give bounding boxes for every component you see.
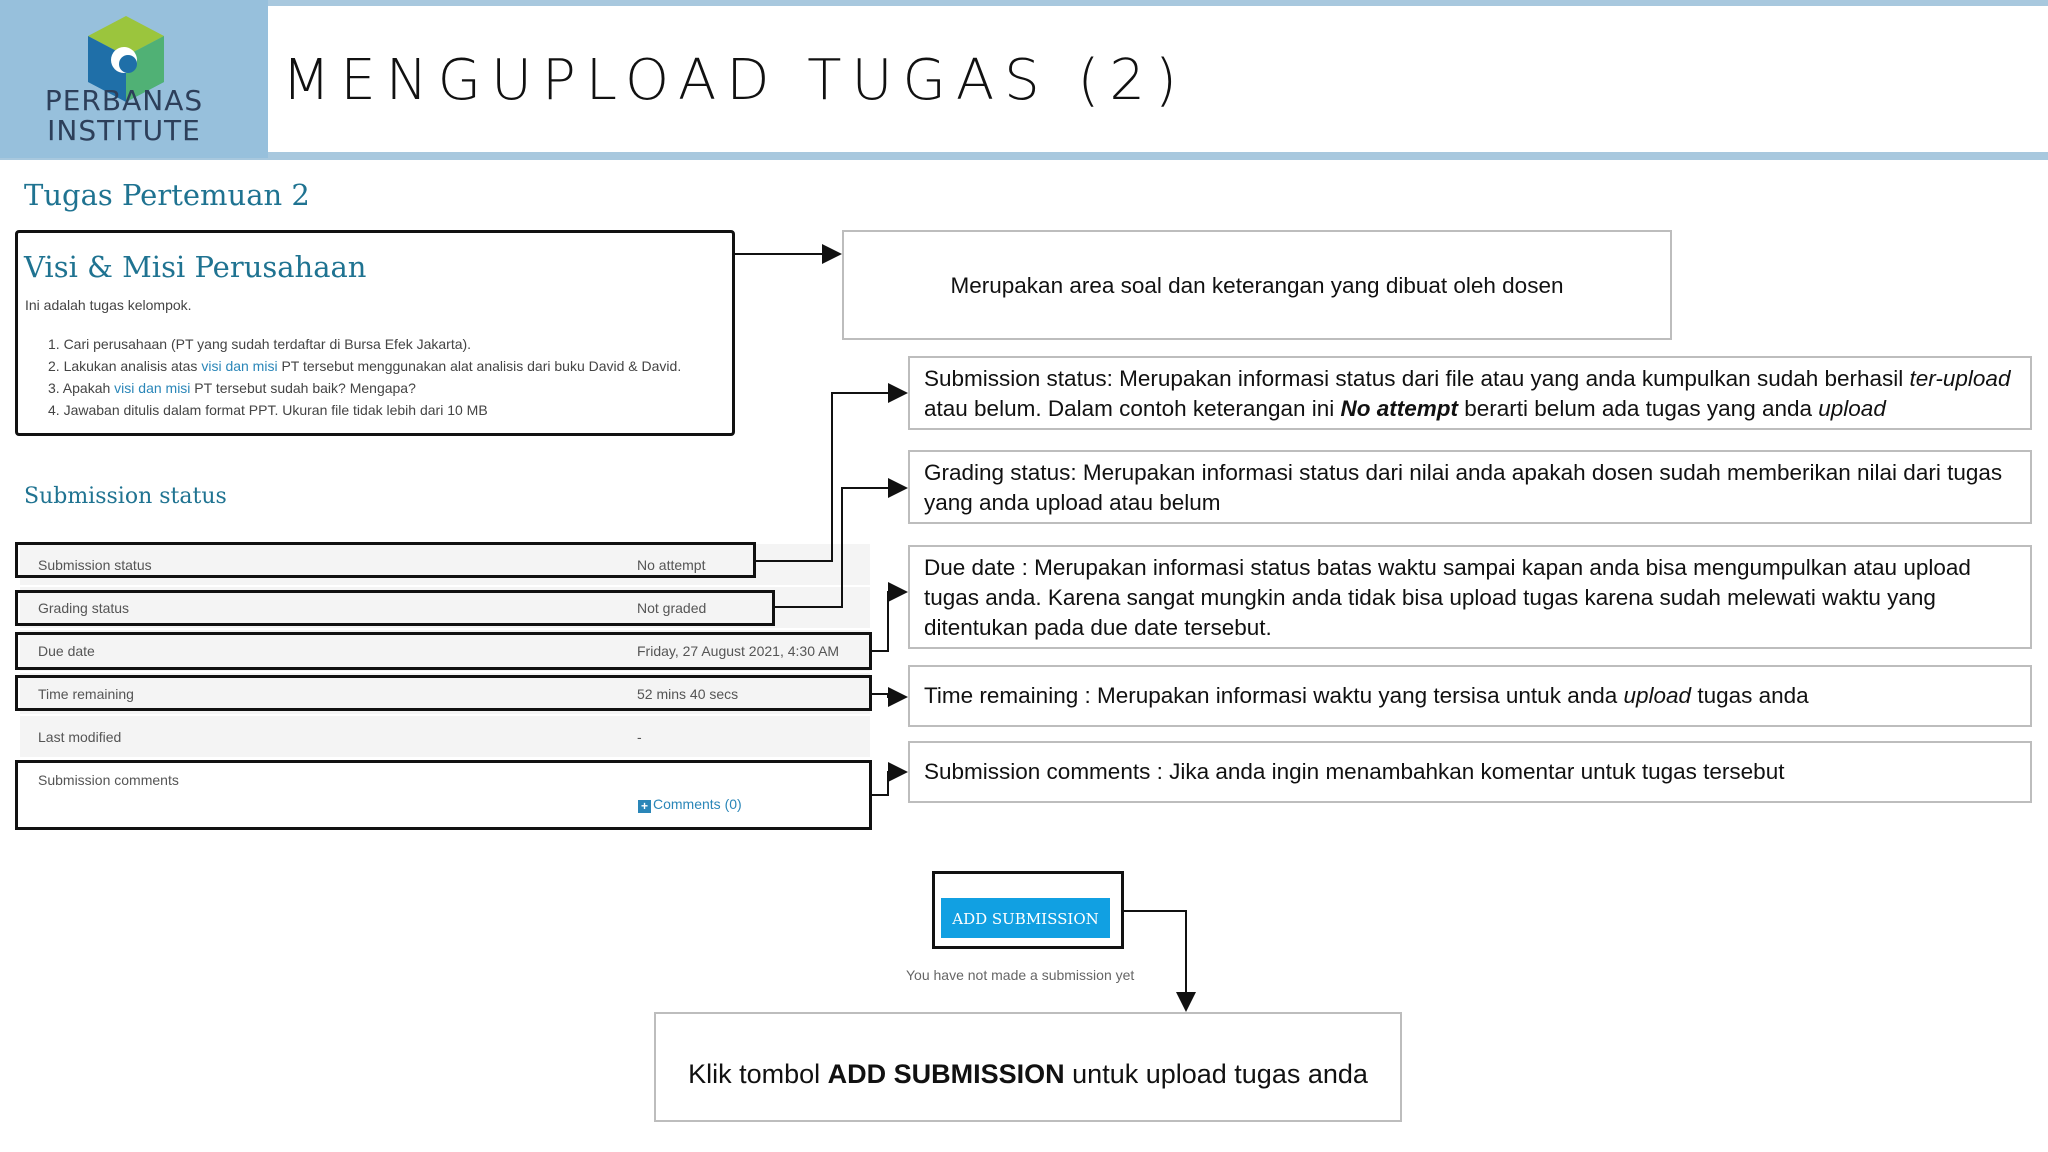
visi-misi-link[interactable]: visi dan misi — [201, 358, 278, 374]
task-item: 4. Jawaban ditulis dalam format PPT. Ukuran file tidak lebih dari 10 MB — [48, 402, 488, 418]
arrow-due-date — [872, 592, 906, 651]
arrow-comments — [872, 772, 906, 795]
row-label: Due date — [38, 643, 95, 659]
logo-line1: PERBANAS — [44, 84, 204, 117]
arrow-grading-status — [775, 488, 906, 607]
assignment-description: Ini adalah tugas kelompok. — [25, 297, 192, 313]
no-submission-note: You have not made a submission yet — [906, 967, 1135, 983]
comments-link[interactable]: + Comments (0) — [638, 796, 742, 813]
area-callout: Merupakan area soal dan keterangan yang dibuat oleh dosen — [842, 230, 1672, 340]
comments-callout: Submission comments : Jika anda ingin menambahkan komentar untuk tugas tersebut — [908, 741, 2032, 803]
submission-status-callout: Submission status: Merupakan informasi status dari file atau yang anda kumpulkan sudah berhasil ter-upload atau belum. Dalam contoh keterangan ini No attempt berarti belum ada tugas yang anda upload — [908, 356, 2032, 430]
slide-title: MENGUPLOAD TUGAS (2) — [282, 48, 1187, 113]
row-label: Grading status — [38, 600, 130, 616]
add-submission-callout: Klik tombol ADD SUBMISSION untuk upload tugas anda — [654, 1012, 1402, 1122]
row-label: Submission status — [38, 557, 152, 573]
row-value: Not graded — [637, 600, 707, 616]
assignment-title: Visi & Misi Perusahaan — [24, 250, 367, 284]
logo-line2: INSTITUTE — [47, 114, 201, 147]
submission-section-title: Submission status — [24, 484, 227, 509]
row-label: Last modified — [38, 729, 122, 745]
arrow-time-remaining — [872, 694, 906, 697]
task-item: 2. Lakukan analisis atas visi dan misi PT tersebut menggunakan alat analisis dari buku David & David. — [48, 358, 682, 374]
arrow-submission-status — [756, 393, 906, 561]
grading-status-callout: Grading status: Merupakan informasi status dari nilai anda apakah dosen sudah memberikan nilai dari tugas yang anda upload atau belum — [908, 450, 2032, 524]
row-value: No attempt — [637, 557, 706, 573]
row-value: 52 mins 40 secs — [637, 686, 739, 702]
assignment-section-title: Tugas Pertemuan 2 — [24, 178, 310, 212]
task-item: 1. Cari perusahaan (PT yang sudah terdaftar di Bursa Efek Jakarta). — [48, 336, 472, 352]
row-value: Friday, 27 August 2021, 4:30 AM — [637, 643, 840, 659]
row-value: - — [637, 729, 642, 745]
plus-icon: + — [638, 800, 651, 813]
visi-misi-link[interactable]: visi dan misi — [114, 380, 191, 396]
row-label: Submission comments — [38, 772, 179, 788]
time-remaining-callout: Time remaining : Merupakan informasi waktu yang tersisa untuk anda upload tugas anda — [908, 665, 2032, 727]
task-item: 3. Apakah visi dan misi PT tersebut sudah baik? Mengapa? — [48, 380, 416, 396]
due-date-callout: Due date : Merupakan informasi status batas waktu sampai kapan anda bisa mengumpulkan atau upload tugas anda. Karena sangat mungkin anda tidak bisa upload tugas karena sudah melewati waktu yang ditentukan pada due date tersebut. — [908, 545, 2032, 649]
arrow-add-submission — [1124, 911, 1186, 1010]
add-submission-button[interactable]: ADD SUBMISSION — [941, 898, 1110, 938]
row-label: Time remaining — [38, 686, 134, 702]
